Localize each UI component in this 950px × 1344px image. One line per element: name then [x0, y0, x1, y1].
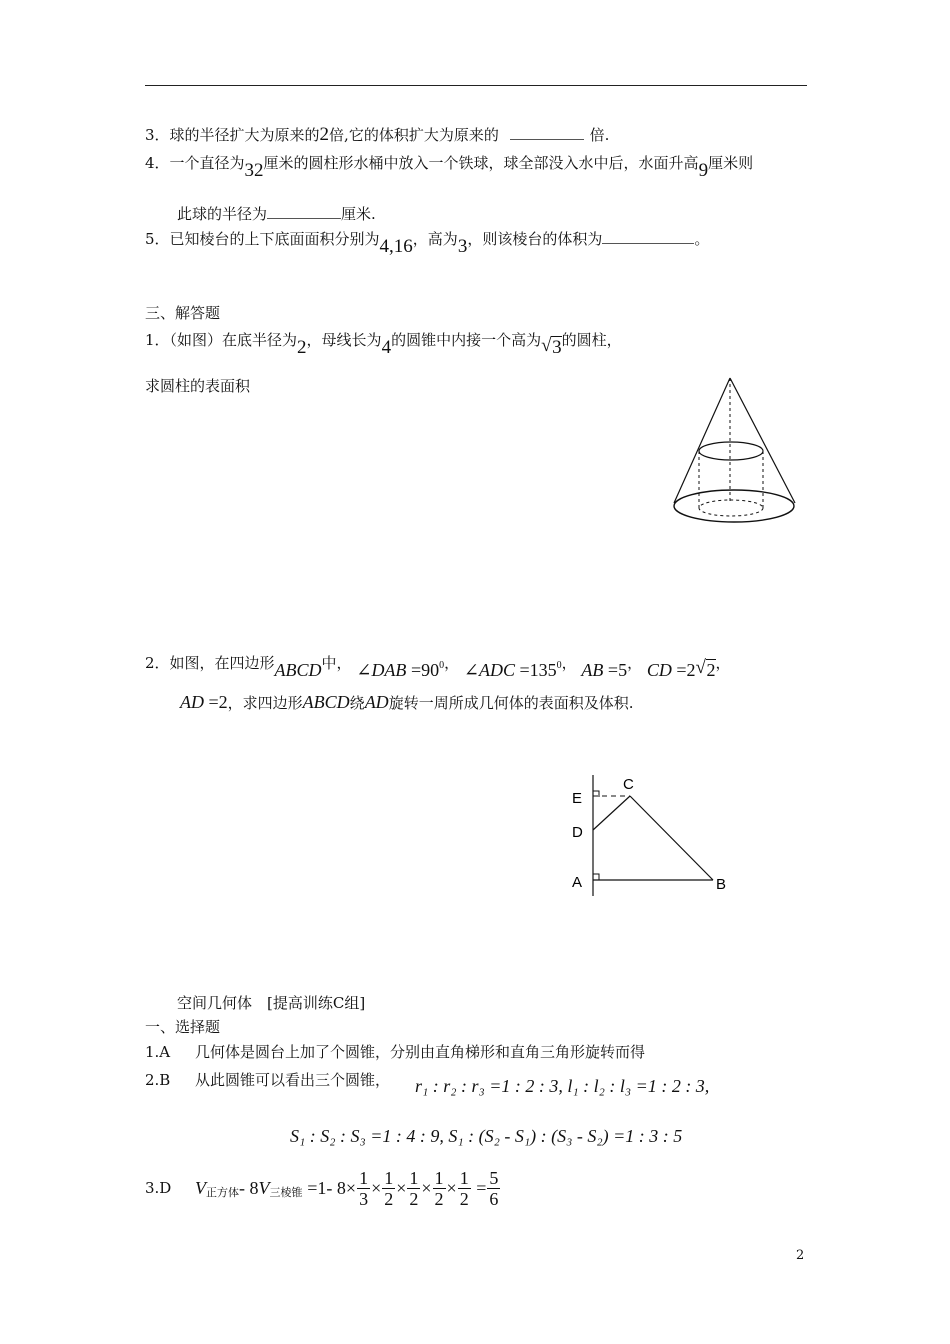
p2-line2-post: 旋转一周所成几何体的表面积及体积. [388, 694, 634, 712]
p2-line2-around: 绕 [349, 694, 365, 712]
p2-cd-value: 2 [686, 660, 696, 680]
cylinder-top [699, 442, 763, 460]
question-4-line2 [177, 204, 376, 224]
p2-quad: ABCD [274, 660, 322, 680]
q5-mid: ，高为 [412, 230, 458, 248]
a1-key: 1.A [145, 1043, 171, 1061]
p2-in: 中， [321, 654, 352, 672]
p1-post: 的圆柱， [561, 331, 622, 349]
fig2-right-angle-a [593, 874, 599, 880]
fig2-edge-cd [593, 796, 630, 830]
a3-frac4 [433, 1168, 446, 1209]
a3-minus: - 8 [239, 1178, 259, 1198]
a3-frac2-num: 1 [384, 1167, 394, 1188]
problem-2-line2 [180, 692, 633, 713]
p1-mid: ，母线长为 [306, 331, 382, 349]
p2-angle1-label: DAB [371, 660, 407, 680]
answer-1 [145, 1042, 645, 1062]
q5-height: 3 [457, 236, 468, 257]
p2-cd-label: CD [646, 660, 672, 680]
q4-line2-post: 厘米. [341, 205, 376, 223]
a3-key: 3.D [145, 1179, 172, 1197]
q5-end: 。 [694, 230, 710, 248]
p2-ad-label: AD [180, 692, 204, 712]
q5-post: ，则该棱台的体积为 [467, 230, 603, 248]
p1-slant: 4 [381, 337, 392, 358]
p2-ab-value: 5 [618, 660, 628, 680]
p2-line2-axis: AD [364, 692, 389, 712]
problem-1 [145, 330, 622, 358]
q4-pre: 4．一个直径为 [145, 154, 245, 172]
a3-v2: V [258, 1178, 270, 1198]
q4-mid: 厘米的圆柱形水桶中放入一个铁球，球全部没入水中后，水面升高 [263, 154, 699, 172]
a3-frac4-num: 1 [434, 1167, 444, 1188]
q4-line2-pre: 此球的半径为 [177, 205, 268, 223]
header-rule [145, 85, 807, 86]
q3-pre: 3．球的半径扩大为原来的 [145, 126, 320, 144]
a3-frac2 [382, 1168, 395, 1209]
q3-num: 2 [319, 124, 330, 145]
q5-pre: 5．已知棱台的上下底面面积分别为 [145, 230, 380, 248]
p2-angle1: ∠DAB $=90^0$ [356, 660, 445, 680]
problem-1-line2: 求圆柱的表面积 [145, 377, 251, 395]
a3-frac5-den: 2 [459, 1188, 469, 1209]
p2-angle2-value: 135 [529, 660, 557, 680]
q4-blank [267, 204, 341, 219]
q5-areas: 4,16 [379, 236, 413, 257]
a2-key: 2.B [145, 1071, 171, 1089]
question-3 [145, 125, 609, 145]
cone-right-generatrix [730, 378, 795, 503]
p2-ad-value: 2 [218, 692, 228, 712]
page-number: 2 [796, 1248, 805, 1263]
p2-line2-quad: ABCD [302, 692, 350, 712]
answer-2-eq2: S₁ : S₂ : S₃ =1 : 4 : 9, S₁ : (S₂ - S₁) : (S₃ - S₂) =1 : 3 : 5 [290, 1126, 683, 1146]
cone-left-generatrix [674, 378, 730, 503]
p1-pre: 1．（如图）在底半径为 [145, 331, 298, 349]
a3-frac5-num: 1 [459, 1167, 469, 1188]
a3-frac1 [357, 1168, 370, 1209]
p1-sqrt-arg: 3 [552, 337, 562, 358]
a3-frac3 [407, 1168, 420, 1209]
answers-sec1: 一、选择题 [145, 1018, 221, 1036]
p2-pre: 2．如图，在四边形 [145, 654, 275, 672]
p1-radius: 2 [297, 337, 307, 358]
fig2-right-angle-e [593, 791, 599, 797]
p2-angle2-label: ADC [478, 660, 515, 680]
question-4 [145, 153, 754, 181]
fig2-label-c: C [623, 776, 634, 793]
a3-frac1-num: 1 [359, 1167, 369, 1188]
fig2-label-e: E [572, 790, 583, 807]
a3-rhs: =1- 8× [307, 1178, 357, 1198]
q3-blank [510, 125, 584, 140]
fig2-edge-bc [630, 796, 713, 880]
answer-3: 3.D $V_{正方体}-$ $8V_{三棱锥} =1-$ 8× $\frac{1}{3}$ × $\frac{1}{2}$ × $\frac{1}{2}$ × $\frac{1}{2}$ × $\frac{1}{2}$ = $\frac{5}{6}$ [145, 1167, 499, 1209]
q5-blank [602, 229, 694, 244]
q4-diameter: 32 [244, 160, 264, 181]
cone-base [674, 490, 794, 522]
p2-line2-mid: ，求四边形 [227, 694, 303, 712]
q4-height: 9 [698, 160, 709, 181]
a3-frac5 [458, 1168, 471, 1209]
answer-2-eq1: r₁ : r₂ : r₃ =1 : 2 : 3, l₁ : l₂ : l₃ =1 : 2 : 3, [415, 1076, 710, 1096]
answers-title: 空间几何体 [提高训练C组] [177, 994, 366, 1012]
q3-end: 倍. [589, 126, 610, 144]
q4-post: 厘米则 [708, 154, 754, 172]
p1-mid2: 的圆锥中内接一个高为 [391, 331, 542, 349]
problem-2: 2．如图，在四边形ABCD中， ∠DAB $=90^0$， ∠ADC $=135^0$， AB =5， CD =2 √ 2， [145, 654, 731, 680]
a2-text: 从此圆锥可以看出三个圆锥， [195, 1071, 391, 1089]
p2-ad: AD =2 [180, 692, 228, 712]
p2-ab-label: AB [581, 660, 604, 680]
a3-frac4-den: 2 [434, 1188, 444, 1209]
p2-angle1-value: 90 [421, 660, 440, 680]
a3-frac1-den: 3 [359, 1188, 369, 1209]
a3-frac3-den: 2 [409, 1188, 419, 1209]
a3-sub1: 正方体 [206, 1186, 239, 1199]
q3-post: 倍,它的体积扩大为原来的 [329, 126, 499, 144]
fig2-label-d: D [572, 824, 583, 841]
a3-frac2-den: 2 [384, 1188, 394, 1209]
p2-ab: AB =5 [581, 660, 628, 680]
a3-frac6 [487, 1168, 500, 1209]
a3-frac6-num: 5 [489, 1167, 499, 1188]
a3-sub2: 三棱锥 [269, 1186, 303, 1199]
answer-2 [145, 1070, 390, 1090]
p2-angle1-sup: 0 [439, 660, 445, 671]
question-5 [145, 229, 710, 257]
p2-angle2: ∠ADC $=135^0$ [463, 660, 562, 680]
a3-frac6-den: 6 [489, 1188, 499, 1209]
p2-angle2-sup: 0 [556, 660, 562, 671]
p1-sqrt: √ 3 [541, 335, 562, 358]
section-3-heading: 三、解答题 [145, 304, 221, 322]
cylinder-bottom [699, 500, 763, 516]
fig2-label-b: B [716, 876, 727, 893]
a3-frac3-num: 1 [409, 1167, 419, 1188]
p2-cd: CD =2 √ 2 [646, 657, 716, 680]
fig2-label-a: A [572, 874, 583, 891]
p2-cd-sqrt: 2 [706, 660, 716, 680]
a1-text: 几何体是圆台上加了个圆锥，分别由直角梯形和直角三角形旋转而得 [195, 1043, 646, 1061]
a3-v1: V [195, 1178, 206, 1198]
